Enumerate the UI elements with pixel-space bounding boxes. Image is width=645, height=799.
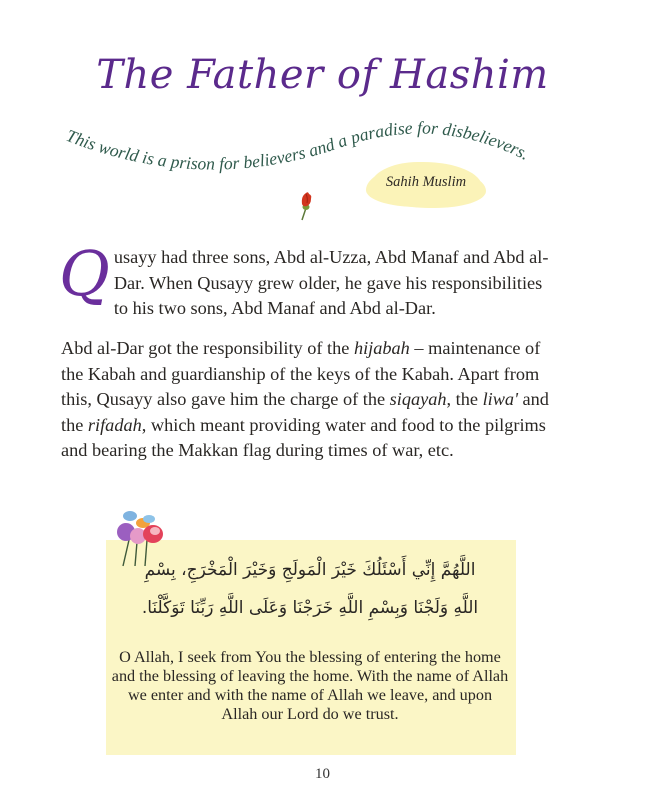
term-siqayah: siqayah	[389, 389, 447, 409]
term-liwa: liwa'	[482, 389, 518, 409]
text-segment: , which meant providing water and food to the pilgrims and bearing the Makkan flag during times of war, etc.	[61, 414, 546, 460]
drop-cap: Q	[59, 237, 110, 310]
page-number: 10	[315, 766, 330, 782]
paragraph-1-text: usayy had three sons, Abd al-Uzza, Abd Manaf and Abd al-Dar. When Qusayy grew older, he gave his responsibilities to his two sons, Abd Manaf and Abd al-Dar.	[113, 247, 549, 318]
text-segment: , the	[446, 389, 483, 409]
text-segment: and the	[61, 389, 549, 435]
flowers-icon	[113, 508, 165, 568]
page-title: The Father of Hashim	[96, 52, 549, 98]
rose-icon	[296, 190, 316, 222]
quote-source: Sahih Muslim	[385, 174, 467, 190]
quote-curved-text	[55, 118, 615, 208]
paragraph-2	[61, 336, 561, 464]
text-segment: – maintenance of the Kabah and guardianship of the keys of the Kabah. Apart from this, Qusayy also gave him the charge of the	[61, 338, 541, 409]
term-rifadah: rifadah	[87, 414, 142, 435]
quote-text	[64, 118, 533, 174]
prayer-arabic-line-1: اللَّهُمَّ إِنِّي أَسْئَلُكَ خَيْرَ الْمَولَجِ وَخَيْرَ الْمَخْرَجِ، بِسْمِ	[144, 560, 476, 580]
quote-textpath: This world is a prison for believers and a paradise for disbelievers.	[63, 118, 533, 174]
text-segment: Abd al-Dar got the responsibility of the	[61, 338, 354, 358]
paragraph-1	[59, 237, 561, 322]
term-hijabah: hijabah	[353, 338, 410, 358]
prayer-translation: O Allah, I seek from You the blessing of entering the home and the blessing of leaving the home. With the name of Allah we enter and with the name of Allah we leave, and upon Allah our Lord do we trust.	[111, 648, 509, 723]
prayer-arabic-line-2: اللَّهِ وَلَجْنَا وَبِسْمِ اللَّهِ خَرَجْنَا وَعَلَى اللَّهِ رَبِّنَا تَوَكَّلْنَا.	[141, 598, 479, 618]
